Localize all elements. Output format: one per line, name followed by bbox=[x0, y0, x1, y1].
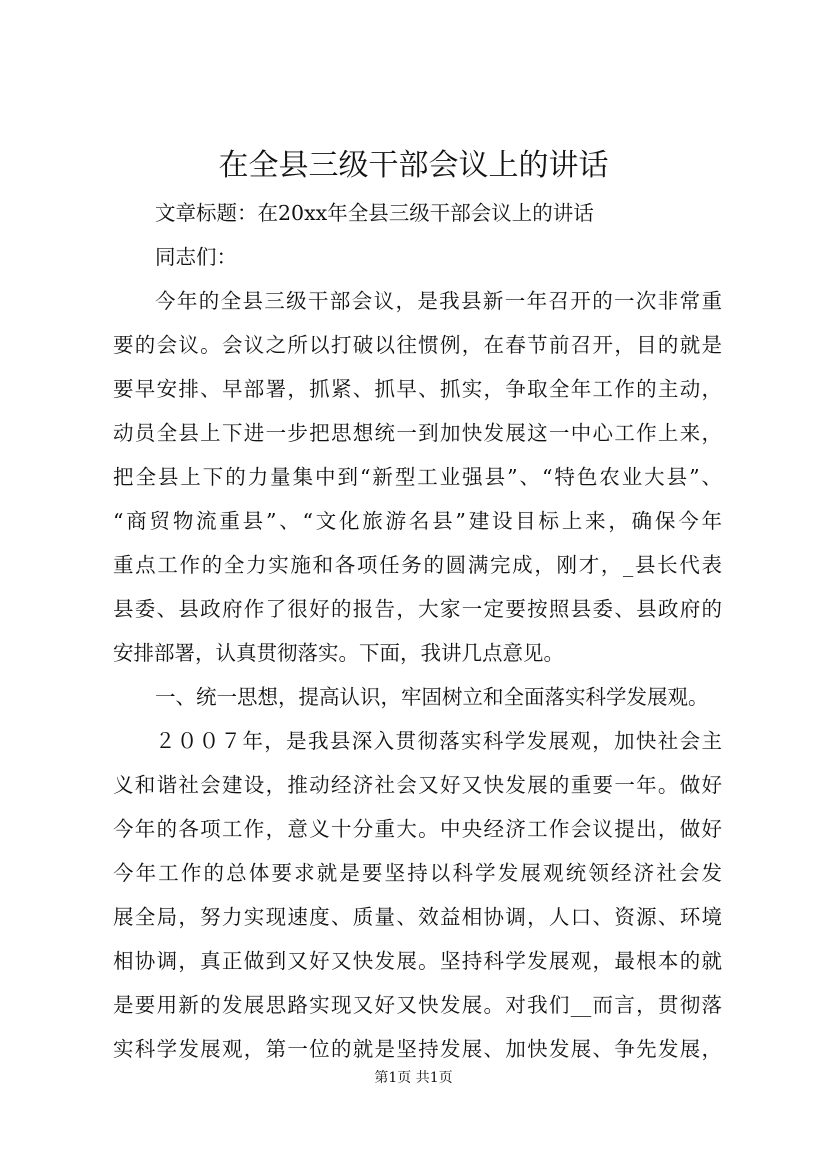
body-line: 重点工作的全力实施和各项任务的圆满完成，刚才，_县长代表 bbox=[113, 553, 722, 577]
body-line: 要的会议。会议之所以打破以往惯例，在春节前召开，目的就是 bbox=[113, 333, 722, 357]
salutation-line: 同志们： bbox=[155, 245, 237, 269]
body-line: 要早安排、早部署，抓紧、抓早、抓实，争取全年工作的主动， bbox=[113, 377, 722, 401]
article-title-line: 文章标题：在20xx年全县三级干部会议上的讲话 bbox=[155, 201, 594, 225]
page-footer: 第1页 共1页 bbox=[374, 1070, 453, 1086]
body-line: 把全县上下的力量集中到“新型工业强县”、“特色农业大县”、 bbox=[113, 465, 722, 489]
body-line: 实科学发展观，第一位的就是坚持发展、加快发展、争先发展， bbox=[113, 1037, 722, 1061]
section-heading: 一、统一思想，提高认识，牢固树立和全面落实科学发展观。 bbox=[155, 685, 709, 709]
body-line: “商贸物流重县”、“文化旅游名县”建设目标上来，确保今年 bbox=[113, 509, 722, 533]
body-line: 相协调，真正做到又好又快发展。坚持科学发展观，最根本的就 bbox=[113, 949, 722, 973]
body-line: 动员全县上下进一步把思想统一到加快发展这一中心工作上来， bbox=[113, 421, 722, 445]
body-line: 今年工作的总体要求就是要坚持以科学发展观统领经济社会发 bbox=[113, 861, 722, 885]
body-line: ２００７年，是我县深入贯彻落实科学发展观，加快社会主 bbox=[155, 729, 722, 753]
body-line: 今年的各项工作，意义十分重大。中央经济工作会议提出，做好 bbox=[113, 817, 722, 841]
document-title: 在全县三级干部会议上的讲话 bbox=[218, 148, 609, 183]
body-line: 今年的全县三级干部会议，是我县新一年召开的一次非常重 bbox=[155, 289, 722, 313]
body-line: 是要用新的发展思路实现又好又快发展。对我们__而言，贯彻落 bbox=[113, 993, 722, 1017]
body-line: 安排部署，认真贯彻落实。下面，我讲几点意见。 bbox=[113, 641, 564, 665]
body-line: 县委、县政府作了很好的报告，大家一定要按照县委、县政府的 bbox=[113, 597, 722, 621]
body-line: 义和谐社会建设，推动经济社会又好又快发展的重要一年。做好 bbox=[113, 773, 722, 797]
body-line: 展全局，努力实现速度、质量、效益相协调，人口、资源、环境 bbox=[113, 905, 722, 929]
